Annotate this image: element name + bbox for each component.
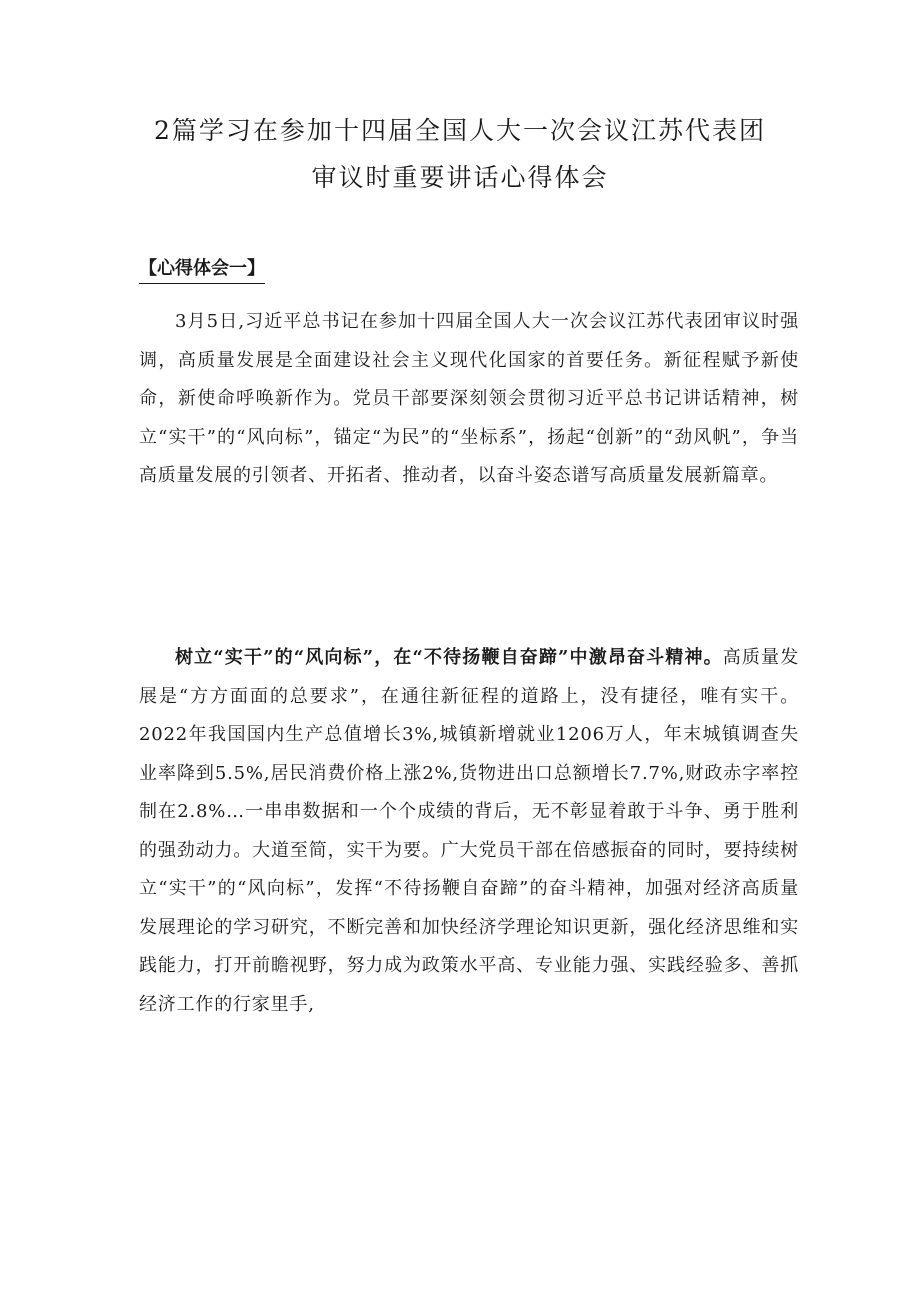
- document-title-line-2: 审议时重要讲话心得体会: [311, 163, 609, 192]
- paragraph-1: 3月5日,习近平总书记在参加十四届全国人大一次会议江苏代表团审议时强调，高质量发展是全面建设社会主义现代化国家的首要任务。新征程赋予新使命，新使命呼唤新作为。党员干部要深刻领会贯彻习近平总书记讲话精神，树立“实干”的“风向标”，锚定“为民”的“坐标系”，扬起“创新”的“劲风帆”，争当高质量发展的引领者、开拓者、推动者，以奋斗姿态谱写高质量发展新篇章。: [139, 311, 799, 486]
- paragraph-2-lead: 树立“实干”的“风向标”，在“不待扬鞭自奋蹄”中激昂奋斗精神。: [175, 647, 723, 668]
- section-heading: 【心得体会一】: [139, 256, 265, 284]
- paragraph-2-body: 高质量发展是“方方面面的总要求”，在通往新征程的道路上，没有捷径，唯有实干。2022年我国国内生产总值增长3%,城镇新增就业1206万人，年末城镇调查失业率降到5.5%,居民消费价格上涨2%,货物进出口总额增长7.7%,财政赤字率控制在2.8%…一串串数据和一个个成绩的背后，无不彰显着敢于斗争、勇于胜利的强劲动力。大道至简，实干为要。广大党员干部在倍感振奋的同时，要持续树立“实干”的“风向标”，发挥“不待扬鞭自奋蹄”的奋斗精神，加强对经济高质量发展理论的学习研究，不断完善和加快经济学理论知识更新，强化经济思维和实践能力，打开前瞻视野，努力成为政策水平高、专业能力强、实践经验多、善抓经济工作的行家里手,: [139, 647, 799, 1015]
- paragraph-2: [139, 639, 799, 1024]
- document-title-line-1: 2篇学习在参加十四届全国人大一次会议江苏代表团: [154, 116, 766, 145]
